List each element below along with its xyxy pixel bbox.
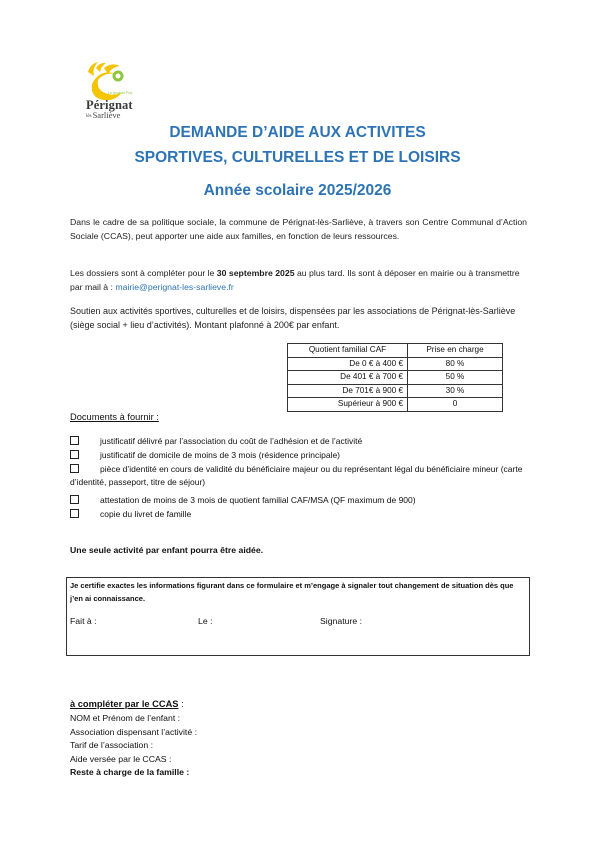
logo-prefix: lès [86,113,92,119]
table-header: Quotient familial CAF [288,344,408,358]
checkbox-icon[interactable] [70,495,79,504]
deadline-paragraph: Les dossiers sont à compléter pour le 30 septembre 2025 au plus tard. Ils sont à déposer en mairie ou à transmettre par mail à : mairie@perignat-les-sarlieve.fr [70,268,520,292]
table-row [288,357,503,371]
document-item: justificatif de domicile de moins de 3 mois (résidence principale) [70,449,530,462]
table-cell: 0 [408,398,503,412]
checkbox-icon[interactable] [70,436,79,445]
table-header: Prise en charge [408,344,503,358]
email-link[interactable]: mairie@perignat-les-sarlieve.fr [115,281,234,292]
date-field[interactable]: Le : [198,616,213,626]
ccas-aid-field[interactable]: Aide versée par le CCAS : [70,754,172,764]
ccas-heading: à compléter par le CCAS : [70,699,184,709]
checkbox-icon[interactable] [70,464,79,473]
intro-paragraph: Dans le cadre de sa politique sociale, la commune de Pérignat-lès-Sarliève, à travers son Centre Communal d’Action Sociale (CCAS), peut apporter une aide aux familles, en fonction de leurs ressources. [70,217,527,241]
logo-subname: Sarliève [92,110,121,120]
document-item: justificatif délivré par l’association du coût de l’adhésion et de l’activité [70,435,530,448]
deadline-date: 30 septembre 2025 [216,268,295,278]
certification-box [66,577,530,656]
table-cell: Supérieur à 900 € [288,398,408,412]
quotient-table [287,343,503,412]
table-cell: De 0 € à 400 € [288,357,408,371]
table-cell: De 401 € à 700 € [288,371,408,385]
logo-sub [86,110,120,120]
table-cell: De 701€ à 900 € [288,384,408,398]
table-row [288,398,503,412]
checkbox-icon[interactable] [70,450,79,459]
document-item: pièce d’identité en cours de validité du bénéficiaire majeur ou du représentant légal du bénéficiaire mineur (carte d’identité, passeport, titre de séjour) [70,464,523,487]
document-item: copie du livret de famille [70,508,530,521]
documents-heading: Documents à fournir : [70,412,159,422]
signature-field[interactable]: Signature : [320,616,363,626]
fait-a-field[interactable]: Fait à : [70,616,97,626]
ccas-child-name-field[interactable]: NOM et Prénom de l’enfant : [70,713,181,723]
school-year: Année scolaire 2025/2026 [203,182,392,199]
logo-name: Pérignat [86,98,133,112]
table-row [288,384,503,398]
document-item: attestation de moins de 3 mois de quotient familial CAF/MSA (QF maximum de 900) [70,494,530,507]
ccas-remaining-field[interactable]: Reste à charge de la famille : [70,767,190,777]
table-header-row [288,344,503,358]
checkbox-icon[interactable] [70,509,79,518]
ccas-association-field[interactable]: Association dispensant l’activité : [70,727,197,737]
table-cell: 30 % [408,384,503,398]
ccas-tarif-field[interactable]: Tarif de l’association : [70,740,154,750]
page-title-line2: SPORTIVES, CULTURELLES ET DE LOISIRS [134,149,461,166]
logo-tagline: Le goût du Puy [108,91,133,95]
page-title-line1: DEMANDE D’AIDE AUX ACTIVITES [169,124,426,141]
one-activity-note: Une seule activité par enfant pourra être aidée. [70,545,264,555]
table-row [288,371,503,385]
table-cell: 50 % [408,371,503,385]
table-cell: 80 % [408,357,503,371]
support-paragraph: Soutien aux activités sportives, culturelles et de loisirs, dispensées par les associations de Pérignat-lès-Sarliève (siège social + lieu d’activités). Montant plafonné à 200€ par enfant. [70,306,516,330]
certification-text: Je certifie exactes les informations figurant dans ce formulaire et m’engage à signaler tout changement de situation dès que j’en ai connaissance. [70,581,514,603]
